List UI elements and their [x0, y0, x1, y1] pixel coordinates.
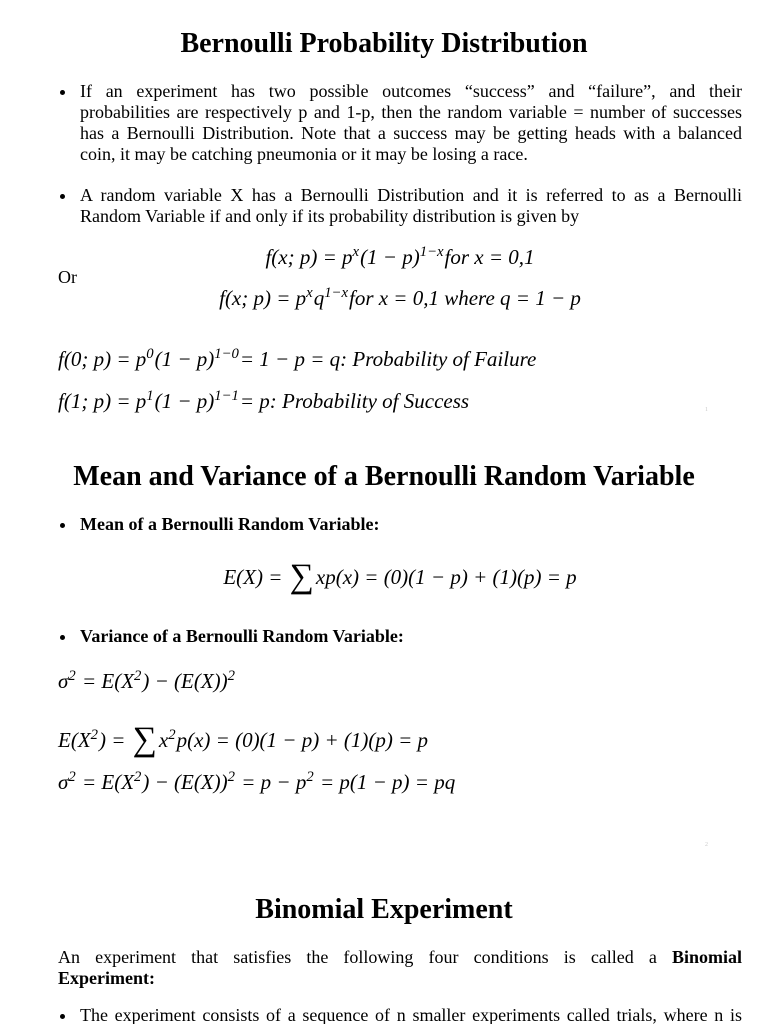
formula-text: σ: [58, 770, 69, 794]
formula-text: f(x; p) = p: [219, 286, 307, 310]
bullet-icon: [60, 194, 65, 199]
formula-text: = p: Probability of Success: [239, 389, 470, 413]
mean-label: Mean of a Bernoulli Random Variable:: [80, 514, 380, 534]
formula-superscript: 2: [90, 726, 98, 743]
bullet-item-trials: [58, 1006, 742, 1024]
formula-text: σ: [58, 669, 69, 693]
formula-superscript: 2: [168, 726, 176, 743]
text-line: The experiment consists of a sequence of n smaller experiments called trials, where n is: [80, 1006, 742, 1024]
bullet-icon: [60, 1014, 65, 1019]
formula-pmf-with-q: [58, 285, 742, 311]
formula-variance-definition: [58, 668, 236, 694]
formula-text: xp(x) = (0)(1 − p) + (1)(p) = p: [315, 565, 577, 589]
formula-text: ) − (E(X)): [142, 669, 228, 693]
formula-text: f(x; p) = p: [265, 245, 353, 269]
formula-superscript: 2: [68, 768, 76, 785]
slide-number: 1: [705, 407, 708, 413]
bullet-text: [80, 81, 742, 165]
formula-text: E(X: [58, 728, 91, 752]
formula-text: (1 − p): [154, 347, 215, 371]
formula-superscript: 1−1: [214, 387, 239, 404]
text-line: [58, 968, 742, 989]
formula-superscript: 1−x: [324, 284, 348, 301]
formula-text: = E(X: [76, 669, 135, 693]
formula-text: = E(X: [76, 770, 135, 794]
text-line: A random variable X has a Bernoulli Distribution and it is referred to as a Bernoulli: [80, 185, 742, 205]
formula-mean: [58, 558, 742, 596]
formula-probability-of-success: [58, 388, 469, 414]
variance-label: Variance of a Bernoulli Random Variable:: [80, 626, 404, 646]
formula-superscript: 2: [134, 667, 142, 684]
summation-symbol: ∑: [289, 558, 314, 596]
binomial-experiment-term: Experiment:: [58, 968, 155, 988]
bullet-icon: [60, 635, 65, 640]
bullet-text: [80, 626, 742, 647]
formula-superscript: 2: [134, 768, 142, 785]
bullet-item-mean: [58, 514, 742, 535]
formula-superscript: 2: [68, 667, 76, 684]
section-heading-binomial-experiment: Binomial Experiment: [255, 894, 513, 925]
formula-superscript: x: [352, 243, 360, 260]
formula-text: = p(1 − p) = pq: [314, 770, 456, 794]
formula-superscript: 1−0: [214, 345, 239, 362]
or-text: Or: [58, 267, 77, 287]
formula-text: E(X) =: [223, 565, 288, 589]
formula-superscript: 2: [306, 768, 314, 785]
formula-text: p(x) = (0)(1 − p) + (1)(p) = p: [176, 728, 429, 752]
formula-text: f(1; p) = p: [58, 389, 147, 413]
bullet-text: [80, 1006, 742, 1024]
bullet-item-bernoulli-outcomes: [58, 81, 742, 165]
formula-text: f(0; p) = p: [58, 347, 147, 371]
formula-text: x: [158, 728, 169, 752]
section-heading-mean-variance: Mean and Variance of a Bernoulli Random Variable: [73, 461, 695, 492]
formula-text: (1 − p): [154, 389, 215, 413]
bullet-text: [80, 514, 742, 535]
bullet-icon: [60, 523, 65, 528]
text-line: coin, it may be catching pneumonia or it may be losing a race.: [80, 144, 528, 164]
formula-text: ) =: [99, 728, 131, 752]
formula-text: = 1 − p = q: Probability of Failure: [239, 347, 537, 371]
formula-superscript: 1−x: [419, 243, 444, 260]
formula-text: = p − p: [236, 770, 307, 794]
slide-number: 2: [705, 842, 708, 848]
formula-second-moment: [58, 721, 429, 759]
bullet-icon: [60, 90, 65, 95]
summation-symbol: ∑: [132, 721, 157, 759]
formula-text: for x = 0,1: [444, 245, 535, 269]
formula-text: ) − (E(X)): [142, 770, 228, 794]
formula-superscript: 0: [146, 345, 154, 362]
formula-superscript: 2: [227, 667, 236, 684]
bullet-item-bernoulli-random-variable: [58, 185, 742, 227]
binomial-experiment-term: Binomial: [672, 947, 743, 967]
text-line: Random Variable if and only if its probability distribution is given by: [80, 206, 580, 226]
intro-text: An experiment that satisfies the following four conditions is called a: [58, 947, 657, 967]
formula-text: q: [313, 286, 325, 310]
page-title: Bernoulli Probability Distribution: [180, 28, 588, 59]
bullet-text: [80, 185, 742, 227]
text-line: [58, 947, 742, 968]
formula-variance-result: [58, 769, 455, 795]
formula-superscript: 2: [227, 768, 236, 785]
formula-text: (1 − p): [360, 245, 420, 269]
formula-text: for x = 0,1 where q = 1 − p: [348, 286, 581, 310]
formula-superscript: 1: [146, 387, 154, 404]
formula-superscript: x: [306, 284, 313, 301]
text-line: probabilities are respectively p and 1-p, then the random variable = number of successes: [80, 102, 742, 122]
text-line: has a Bernoulli Distribution. Note that a success may be getting heads with a balanced: [80, 123, 742, 143]
text-line: If an experiment has two possible outcomes “success” and “failure”, and their: [80, 81, 742, 101]
formula-probability-of-failure: [58, 346, 536, 372]
binomial-intro-paragraph: [58, 947, 742, 989]
bullet-item-variance: [58, 626, 742, 647]
